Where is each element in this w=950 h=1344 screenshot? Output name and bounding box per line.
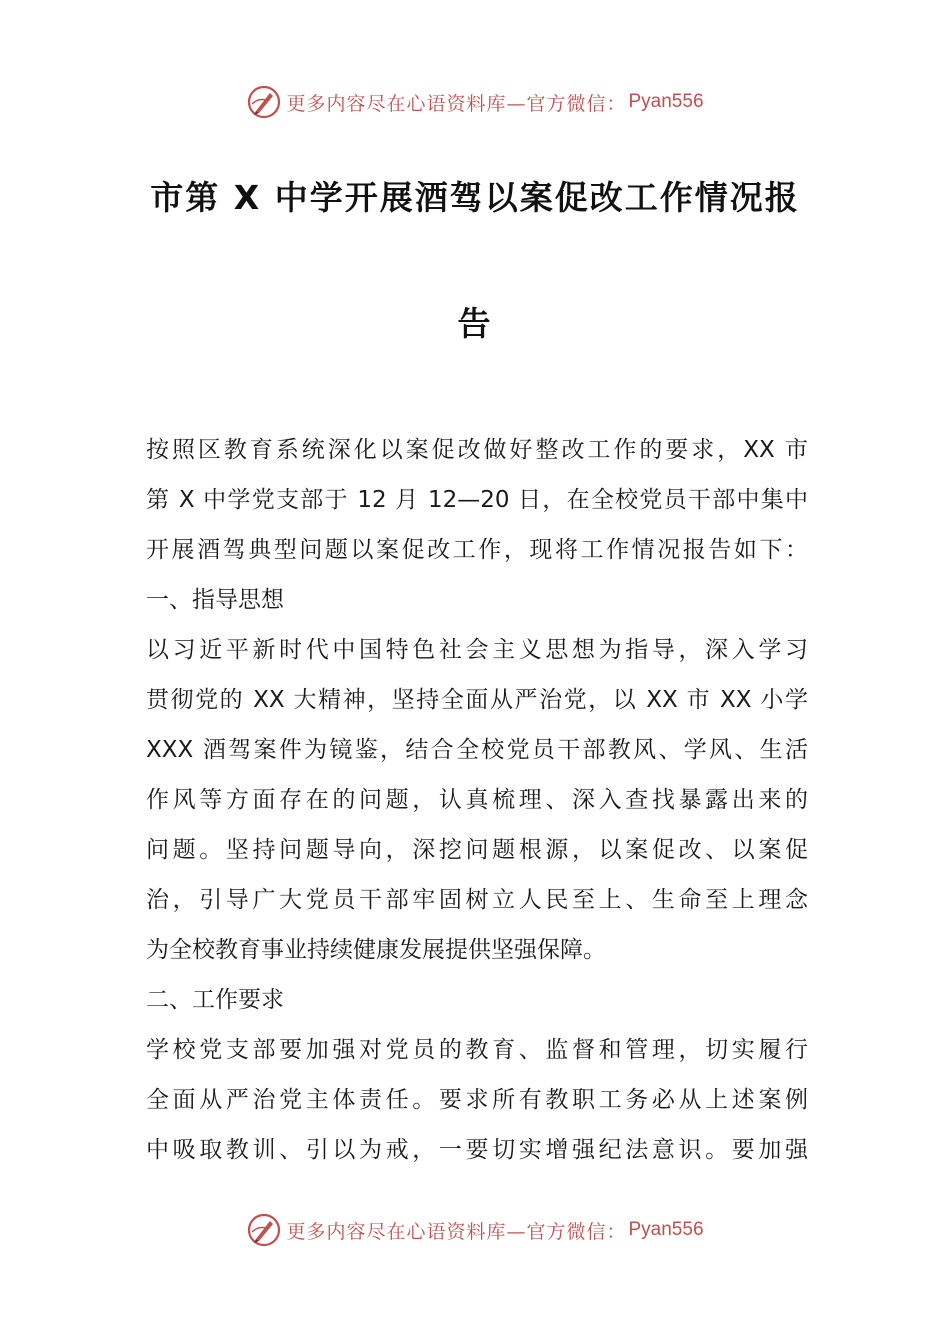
watermark-text: 更多内容尽在心语资料库—官方微信：	[286, 92, 627, 115]
footer-watermark	[0, 1210, 950, 1250]
section-heading: 一、指导思想	[146, 587, 284, 613]
watermark-handle: Pyan556	[628, 91, 704, 112]
body-line: 开展酒驾典型问题以案促改工作，现将工作情况报告如下：	[146, 537, 808, 563]
document-title: 市第 X 中学开展酒驾以案促改工作情况报	[150, 178, 800, 217]
body-line: 学校党支部要加强对党员的教育、监督和管理，切实履行	[146, 1037, 808, 1063]
pen-logo-icon	[246, 84, 282, 120]
body-line: 贯彻党的 XX 大精神，坚持全面从严治党，以 XX 市 XX 小学	[146, 687, 808, 713]
watermark-text: 更多内容尽在心语资料库—官方微信：	[286, 1220, 627, 1243]
document-title-continuation: 告	[457, 304, 493, 343]
body-line: 第 X 中学党支部于 12 月 12—20 日，在全校党员干部中集中	[146, 487, 808, 513]
body-line: 问题。坚持问题导向，深挖问题根源，以案促改、以案促	[146, 837, 808, 863]
body-line: 作风等方面存在的问题，认真梳理、深入查找暴露出来的	[146, 787, 808, 813]
body-line: 以习近平新时代中国特色社会主义思想为指导，深入学习	[146, 637, 808, 663]
body-line: 治，引导广大党员干部牢固树立人民至上、生命至上理念	[146, 887, 808, 913]
header-watermark	[0, 82, 950, 122]
body-line: 中吸取教训、引以为戒，一要切实增强纪法意识。要加强	[146, 1137, 808, 1163]
pen-logo-icon	[246, 1212, 282, 1248]
body-line: 按照区教育系统深化以案促改做好整改工作的要求，XX 市	[146, 437, 808, 463]
watermark-handle: Pyan556	[628, 1219, 704, 1240]
body-line: 全面从严治党主体责任。要求所有教职工务必从上述案例	[146, 1087, 808, 1113]
document-body	[146, 425, 808, 1175]
section-heading: 二、工作要求	[146, 987, 284, 1013]
body-line: 为全校教育事业持续健康发展提供坚强保障。	[146, 937, 606, 963]
body-line: XXX 酒驾案件为镜鉴，结合全校党员干部教风、学风、生活	[146, 737, 808, 763]
